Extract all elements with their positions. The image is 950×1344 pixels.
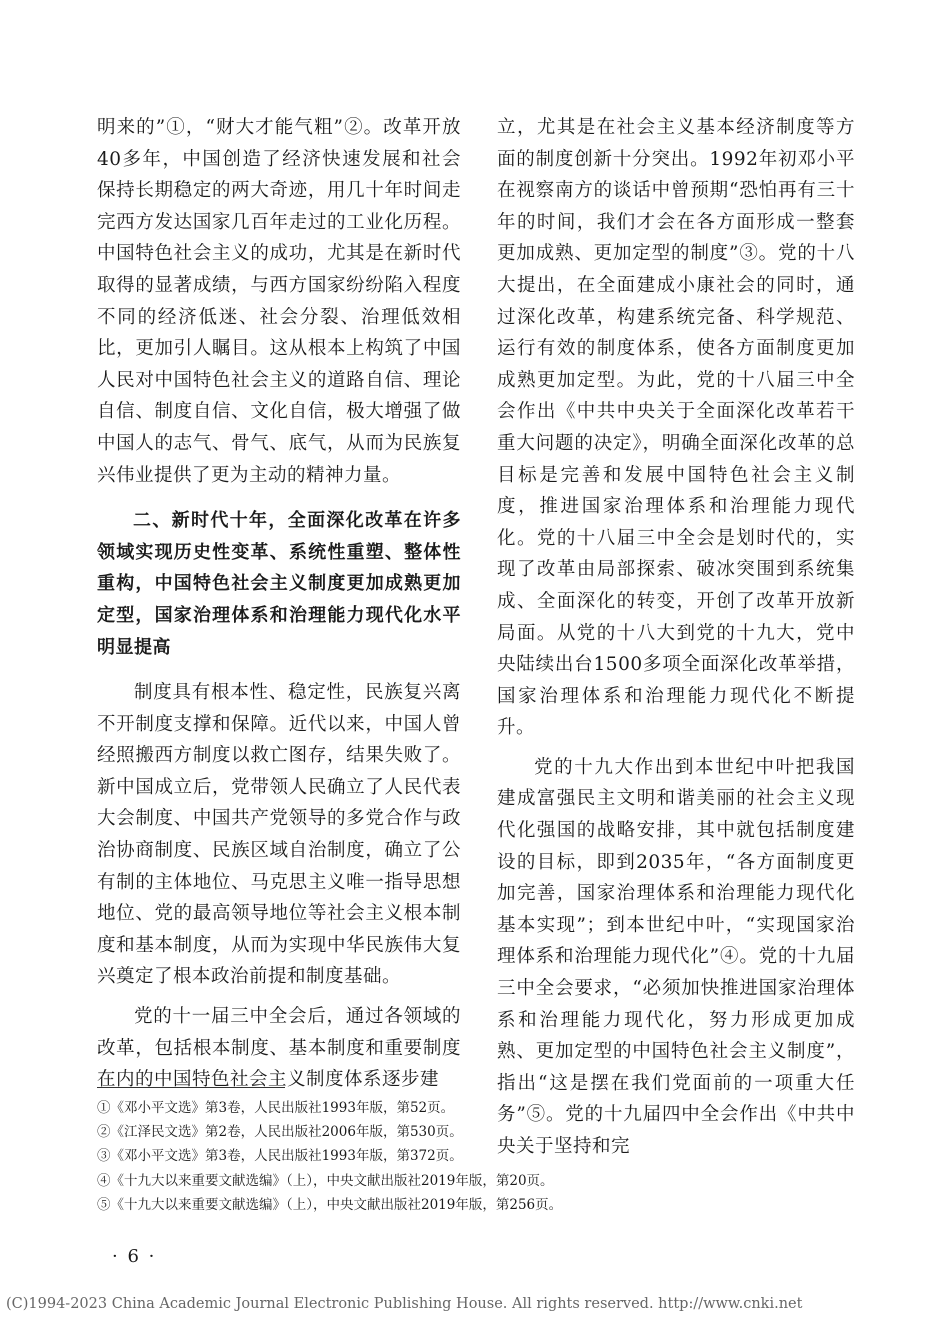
right-column bbox=[497, 112, 855, 1163]
footnote-divider bbox=[97, 1087, 285, 1088]
section-heading: 二、新时代十年，全面深化改革在许多领域实现历史性变革、系统性重塑、整体性重构，中国特色社会主义制度更加成熟更加定型，国家治理体系和治理能力现代化水平明显提高 bbox=[97, 510, 461, 658]
page-number: · 6 · bbox=[112, 1246, 157, 1267]
paragraph: 明来的”①，“财大才能气粗”②。改革开放40多年，中国创造了经济快速发展和社会保持长期稳定的两大奇迹，用几十年时间走完西方发达国家几百年走过的工业化历程。中国特色社会主义的成功，尤其是在新时代取得的显著成绩，与西方国家纷纷陷入程度不同的经济低迷、社会分裂、治理低效相比，更加引人瞩目。这从根本上构筑了中国人民对中国特色社会主义的道路自信、理论自信、制度自信、文化自信，极大增强了做中国人的志气、骨气、底气，从而为民族复兴伟业提供了更为主动的精神力量。 bbox=[97, 117, 461, 486]
footnotes bbox=[97, 1096, 857, 1217]
left-column bbox=[97, 112, 461, 1096]
paragraph: 党的十九大作出到本世纪中叶把我国建成富强民主文明和谐美丽的社会主义现代化强国的战略安排，其中就包括制度建设的目标，即到2035年，“各方面制度更加完善，国家治理体系和治理能力现代化基本实现”；到本世纪中叶，“实现国家治理体系和治理能力现代化”④。党的十九届三中全会要求，“必须加快推进国家治理体系和治理能力现代化，努力形成更加成熟、更加定型的中国特色社会主义制度”，指出“这是摆在我们党面前的一项重大任务”⑤。党的十九届四中全会作出《中共中央关于坚持和完 bbox=[497, 756, 855, 1157]
copyright-notice: (C)1994-2023 China Academic Journal Electronic Publishing House. All rights reserved. http://www.cnki.net bbox=[6, 1296, 803, 1312]
footnote: ②《江泽民文选》第2卷，人民出版社2006年版，第530页。 bbox=[97, 1124, 463, 1141]
footnote: ⑤《十九大以来重要文献选编》（上），中央文献出版社2019年版，第256页。 bbox=[97, 1196, 563, 1213]
footnote: ①《邓小平文选》第3卷，人民出版社1993年版，第52页。 bbox=[97, 1100, 455, 1116]
paragraph: 党的十一届三中全会后，通过各领域的改革，包括根本制度、基本制度和重要制度在内的中国特色社会主义制度体系逐步建 bbox=[97, 1006, 461, 1091]
footnote: ④《十九大以来重要文献选编》（上），中央文献出版社2019年版，第20页。 bbox=[97, 1172, 554, 1189]
paragraph: 立，尤其是在社会主义基本经济制度等方面的制度创新十分突出。1992年初邓小平在视察南方的谈话中曾预期“恐怕再有三十年的时间，我们才会在各方面形成一整套更加成熟、更加定型的制度”③。党的十八大提出，在全面建成小康社会的同时，通过深化改革，构建系统完备、科学规范、运行有效的制度体系，使各方面制度更加成熟更加定型。为此，党的十八届三中全会作出《中共中央关于全面深化改革若干重大问题的决定》，明确全面深化改革的总目标是完善和发展中国特色社会主义制度，推进国家治理体系和治理能力现代化。党的十八届三中全会是划时代的，实现了改革由局部探索、破冰突围到系统集成、全面深化的转变，开创了改革开放新局面。从党的十八大到党的十九大，党中央陆续出台1500多项全面深化改革举措，国家治理体系和治理能力现代化不断提升。 bbox=[497, 117, 855, 739]
paragraph: 制度具有根本性、稳定性，民族复兴离不开制度支撑和保障。近代以来，中国人曾经照搬西方制度以救亡图存，结果失败了。新中国成立后，党带领人民确立了人民代表大会制度、中国共产党领导的多党合作与政治协商制度、民族区域自治制度，确立了公有制的主体地位、马克思主义唯一指导思想地位、党的最高领导地位等社会主义根本制度和基本制度，从而为实现中华民族伟大复兴奠定了根本政治前提和制度基础。 bbox=[97, 682, 461, 988]
footnote: ③《邓小平文选》第3卷，人民出版社1993年版，第372页。 bbox=[97, 1148, 463, 1165]
